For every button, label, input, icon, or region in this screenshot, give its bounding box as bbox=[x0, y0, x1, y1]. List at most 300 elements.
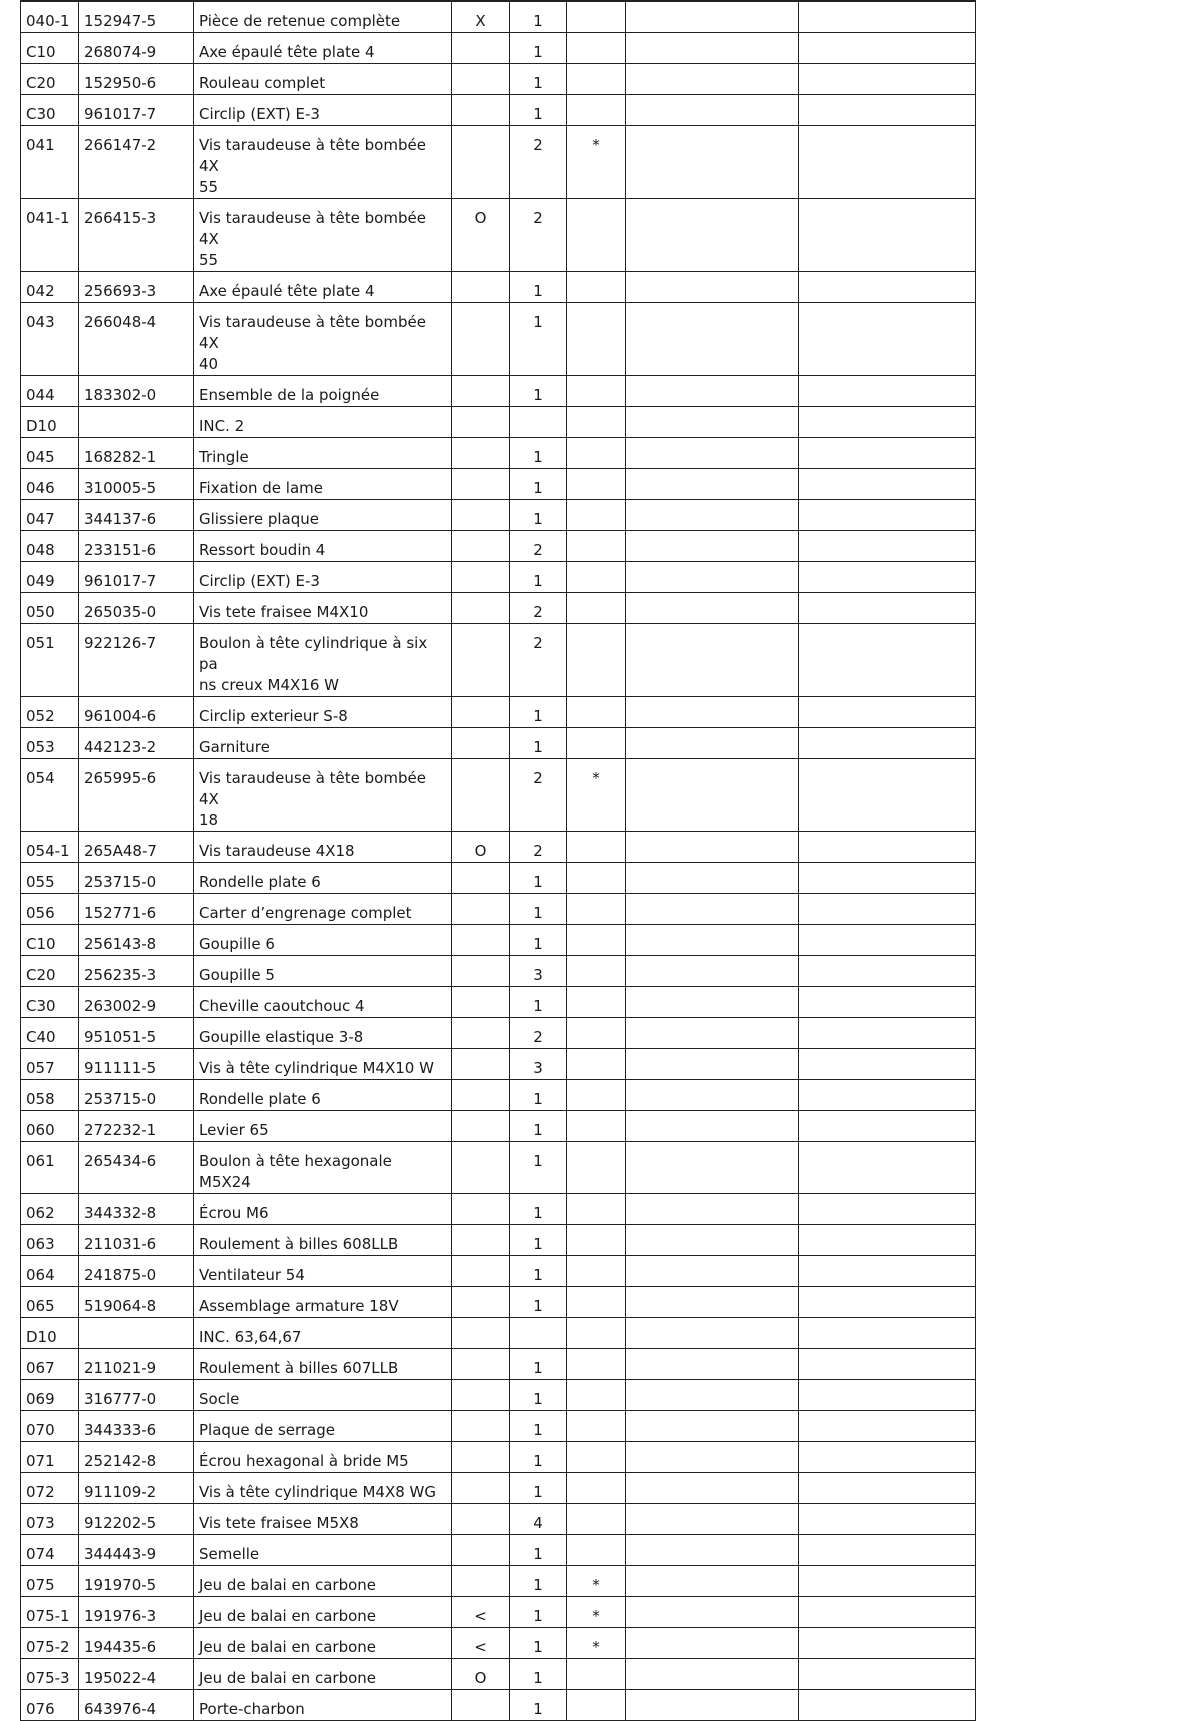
empty-text bbox=[626, 531, 798, 540]
quantity-text: 4 bbox=[533, 1514, 543, 1532]
empty-text bbox=[799, 1318, 975, 1327]
note-cell bbox=[567, 1442, 626, 1473]
marker-text bbox=[452, 438, 509, 447]
quantity-text: 1 bbox=[533, 1576, 543, 1594]
part-number-cell bbox=[79, 832, 194, 863]
empty-text bbox=[626, 1566, 798, 1575]
part-number-text: 256235-3 bbox=[84, 966, 157, 984]
empty-cell bbox=[626, 1628, 799, 1659]
marker-text: < bbox=[474, 1638, 487, 1656]
description-cell bbox=[194, 500, 452, 531]
empty-cell bbox=[799, 1628, 976, 1659]
empty-cell bbox=[799, 1080, 976, 1111]
part-number-text: 265434-6 bbox=[84, 1152, 157, 1170]
quantity-cell bbox=[510, 126, 567, 199]
marker-cell bbox=[452, 728, 510, 759]
item-ref-text: 071 bbox=[26, 1452, 55, 1470]
marker-text bbox=[452, 1049, 509, 1058]
quantity-text bbox=[510, 407, 566, 416]
empty-text bbox=[799, 956, 975, 965]
item-ref-text: 048 bbox=[26, 541, 55, 559]
note-cell bbox=[567, 1349, 626, 1380]
table-row bbox=[21, 199, 976, 272]
description-text: Vis à tête cylindrique M4X8 WG bbox=[199, 1483, 437, 1501]
quantity-text: 1 bbox=[533, 1390, 543, 1408]
description-cell bbox=[194, 697, 452, 728]
empty-text bbox=[799, 1473, 975, 1482]
parts-list-page bbox=[20, 0, 976, 1721]
empty-cell bbox=[799, 1380, 976, 1411]
empty-cell bbox=[799, 1256, 976, 1287]
empty-cell bbox=[799, 1194, 976, 1225]
description-cell bbox=[194, 987, 452, 1018]
table-row bbox=[21, 1442, 976, 1473]
description-text: Circlip (EXT) E-3 bbox=[199, 572, 320, 590]
empty-cell bbox=[799, 1287, 976, 1318]
marker-cell bbox=[452, 1256, 510, 1287]
description-cell bbox=[194, 1318, 452, 1349]
empty-text bbox=[799, 33, 975, 42]
quantity-cell bbox=[510, 531, 567, 562]
note-text bbox=[567, 1535, 625, 1544]
item-ref-cell bbox=[21, 1287, 79, 1318]
item-ref-text: 041-1 bbox=[26, 209, 70, 227]
item-ref-cell bbox=[21, 272, 79, 303]
marker-text bbox=[452, 863, 509, 872]
empty-text bbox=[799, 863, 975, 872]
marker-cell bbox=[452, 1, 510, 33]
part-number-text: 233151-6 bbox=[84, 541, 157, 559]
marker-cell bbox=[452, 987, 510, 1018]
part-number-cell bbox=[79, 894, 194, 925]
item-ref-text: 052 bbox=[26, 707, 55, 725]
marker-text: O bbox=[474, 209, 487, 227]
part-number-cell bbox=[79, 759, 194, 832]
part-number-text: 252142-8 bbox=[84, 1452, 157, 1470]
empty-cell bbox=[799, 624, 976, 697]
part-number-text: 643976-4 bbox=[84, 1700, 157, 1718]
parts-table-body bbox=[21, 1, 976, 1721]
marker-text bbox=[452, 1349, 509, 1358]
marker-cell bbox=[452, 500, 510, 531]
marker-cell bbox=[452, 1225, 510, 1256]
note-cell bbox=[567, 1690, 626, 1721]
note-cell bbox=[567, 33, 626, 64]
part-number-cell bbox=[79, 531, 194, 562]
empty-text bbox=[626, 376, 798, 385]
note-cell bbox=[567, 593, 626, 624]
empty-cell bbox=[626, 303, 799, 376]
note-text bbox=[567, 624, 625, 633]
marker-text bbox=[452, 1142, 509, 1151]
marker-cell bbox=[452, 376, 510, 407]
empty-text bbox=[626, 64, 798, 73]
item-ref-text: 069 bbox=[26, 1390, 55, 1408]
empty-cell bbox=[626, 1256, 799, 1287]
table-row bbox=[21, 894, 976, 925]
empty-text bbox=[626, 272, 798, 281]
part-number-cell bbox=[79, 1411, 194, 1442]
item-ref-cell bbox=[21, 1225, 79, 1256]
table-row bbox=[21, 1318, 976, 1349]
empty-cell bbox=[626, 1349, 799, 1380]
empty-cell bbox=[626, 1225, 799, 1256]
part-number-text: 168282-1 bbox=[84, 448, 157, 466]
marker-cell bbox=[452, 832, 510, 863]
note-cell bbox=[567, 759, 626, 832]
note-cell bbox=[567, 1080, 626, 1111]
table-row bbox=[21, 728, 976, 759]
part-number-text bbox=[79, 1318, 193, 1327]
marker-cell bbox=[452, 1411, 510, 1442]
marker-text bbox=[452, 1504, 509, 1513]
item-ref-cell bbox=[21, 832, 79, 863]
empty-text bbox=[799, 64, 975, 73]
quantity-text: 1 bbox=[533, 1297, 543, 1315]
empty-text bbox=[626, 956, 798, 965]
marker-text bbox=[452, 1225, 509, 1234]
description-text: Semelle bbox=[199, 1545, 260, 1563]
table-row bbox=[21, 987, 976, 1018]
table-row bbox=[21, 1080, 976, 1111]
note-cell bbox=[567, 272, 626, 303]
description-cell bbox=[194, 1690, 452, 1721]
note-text bbox=[567, 1442, 625, 1451]
note-text: * bbox=[592, 1576, 600, 1594]
empty-text bbox=[626, 1318, 798, 1327]
empty-text bbox=[799, 303, 975, 312]
quantity-cell bbox=[510, 1, 567, 33]
empty-cell bbox=[799, 1049, 976, 1080]
item-ref-text: 049 bbox=[26, 572, 55, 590]
marker-cell bbox=[452, 697, 510, 728]
marker-text bbox=[452, 956, 509, 965]
part-number-text: 442123-2 bbox=[84, 738, 157, 756]
empty-text bbox=[799, 126, 975, 135]
table-row bbox=[21, 624, 976, 697]
item-ref-cell bbox=[21, 64, 79, 95]
empty-cell bbox=[799, 407, 976, 438]
table-row bbox=[21, 1690, 976, 1721]
part-number-text: 152947-5 bbox=[84, 12, 157, 30]
marker-cell bbox=[452, 531, 510, 562]
note-text bbox=[567, 956, 625, 965]
part-number-text: 152771-6 bbox=[84, 904, 157, 922]
quantity-text: 1 bbox=[533, 12, 543, 30]
empty-text bbox=[626, 1659, 798, 1668]
description-text: Levier 65 bbox=[199, 1121, 269, 1139]
note-text bbox=[567, 987, 625, 996]
item-ref-text: D10 bbox=[26, 417, 57, 435]
marker-cell bbox=[452, 1535, 510, 1566]
empty-text bbox=[626, 863, 798, 872]
table-row bbox=[21, 1256, 976, 1287]
marker-cell bbox=[452, 33, 510, 64]
part-number-text: 344332-8 bbox=[84, 1204, 157, 1222]
empty-text bbox=[799, 469, 975, 478]
empty-text bbox=[799, 1628, 975, 1637]
note-cell bbox=[567, 1318, 626, 1349]
part-number-cell bbox=[79, 1049, 194, 1080]
empty-cell bbox=[799, 728, 976, 759]
description-text: Boulon à tête cylindrique à six pa ns creux M4X16 W bbox=[199, 634, 428, 694]
description-text: Assemblage armature 18V bbox=[199, 1297, 399, 1315]
note-cell bbox=[567, 1504, 626, 1535]
marker-text bbox=[452, 1256, 509, 1265]
marker-text bbox=[452, 925, 509, 934]
empty-text bbox=[799, 531, 975, 540]
part-number-text: 194435-6 bbox=[84, 1638, 157, 1656]
item-ref-text: C20 bbox=[26, 966, 56, 984]
item-ref-text: 051 bbox=[26, 634, 55, 652]
description-cell bbox=[194, 562, 452, 593]
empty-text bbox=[626, 2, 798, 11]
empty-cell bbox=[626, 407, 799, 438]
note-text bbox=[567, 1049, 625, 1058]
empty-cell bbox=[626, 1504, 799, 1535]
empty-cell bbox=[799, 956, 976, 987]
description-cell bbox=[194, 1194, 452, 1225]
note-cell bbox=[567, 1, 626, 33]
quantity-cell bbox=[510, 1080, 567, 1111]
quantity-text: 3 bbox=[533, 966, 543, 984]
description-text: Vis taraudeuse à tête bombée 4X 40 bbox=[199, 313, 426, 373]
item-ref-text: 058 bbox=[26, 1090, 55, 1108]
description-cell bbox=[194, 759, 452, 832]
item-ref-cell bbox=[21, 562, 79, 593]
note-cell bbox=[567, 1473, 626, 1504]
marker-cell bbox=[452, 1142, 510, 1194]
item-ref-text: 050 bbox=[26, 603, 55, 621]
empty-text bbox=[626, 925, 798, 934]
empty-cell bbox=[799, 500, 976, 531]
empty-text bbox=[799, 1504, 975, 1513]
empty-cell bbox=[626, 863, 799, 894]
item-ref-text: 075-3 bbox=[26, 1669, 70, 1687]
table-row bbox=[21, 469, 976, 500]
quantity-cell bbox=[510, 1142, 567, 1194]
part-number-cell bbox=[79, 1597, 194, 1628]
item-ref-text: 061 bbox=[26, 1152, 55, 1170]
description-cell bbox=[194, 1504, 452, 1535]
note-text bbox=[567, 894, 625, 903]
empty-text bbox=[626, 1111, 798, 1120]
item-ref-cell bbox=[21, 1473, 79, 1504]
part-number-cell bbox=[79, 1473, 194, 1504]
empty-text bbox=[799, 1111, 975, 1120]
empty-cell bbox=[799, 925, 976, 956]
description-cell bbox=[194, 894, 452, 925]
table-row bbox=[21, 500, 976, 531]
empty-text bbox=[799, 95, 975, 104]
item-ref-cell bbox=[21, 531, 79, 562]
marker-text bbox=[452, 624, 509, 633]
description-text: Goupille 6 bbox=[199, 935, 275, 953]
part-number-cell bbox=[79, 1690, 194, 1721]
table-row bbox=[21, 925, 976, 956]
quantity-cell bbox=[510, 1225, 567, 1256]
description-text: Vis tete fraisee M4X10 bbox=[199, 603, 369, 621]
quantity-cell bbox=[510, 1411, 567, 1442]
table-row bbox=[21, 1411, 976, 1442]
empty-text bbox=[626, 438, 798, 447]
part-number-text: 256143-8 bbox=[84, 935, 157, 953]
part-number-cell bbox=[79, 33, 194, 64]
description-text: Socle bbox=[199, 1390, 240, 1408]
description-text: Rondelle plate 6 bbox=[199, 873, 321, 891]
description-cell bbox=[194, 1597, 452, 1628]
table-row bbox=[21, 531, 976, 562]
description-cell bbox=[194, 199, 452, 272]
part-number-cell bbox=[79, 1194, 194, 1225]
quantity-cell bbox=[510, 832, 567, 863]
note-cell bbox=[567, 407, 626, 438]
part-number-text: 266415-3 bbox=[84, 209, 157, 227]
table-row bbox=[21, 1659, 976, 1690]
note-text bbox=[567, 697, 625, 706]
marker-cell bbox=[452, 1628, 510, 1659]
marker-text bbox=[452, 531, 509, 540]
description-cell bbox=[194, 531, 452, 562]
note-text: * bbox=[592, 1607, 600, 1625]
marker-cell bbox=[452, 1349, 510, 1380]
empty-text bbox=[799, 1194, 975, 1203]
item-ref-text: 047 bbox=[26, 510, 55, 528]
quantity-cell bbox=[510, 728, 567, 759]
marker-cell bbox=[452, 1080, 510, 1111]
note-cell bbox=[567, 1535, 626, 1566]
empty-text bbox=[799, 1566, 975, 1575]
empty-cell bbox=[799, 1, 976, 33]
part-number-text: 519064-8 bbox=[84, 1297, 157, 1315]
empty-cell bbox=[626, 95, 799, 126]
marker-text bbox=[452, 1018, 509, 1027]
quantity-cell bbox=[510, 64, 567, 95]
quantity-text: 1 bbox=[533, 74, 543, 92]
empty-text bbox=[626, 1142, 798, 1151]
empty-text bbox=[626, 126, 798, 135]
empty-text bbox=[799, 1049, 975, 1058]
part-number-text: 310005-5 bbox=[84, 479, 157, 497]
quantity-text: 1 bbox=[533, 448, 543, 466]
empty-cell bbox=[799, 376, 976, 407]
description-cell bbox=[194, 1080, 452, 1111]
empty-text bbox=[626, 33, 798, 42]
item-ref-text: 045 bbox=[26, 448, 55, 466]
part-number-text: 183302-0 bbox=[84, 386, 157, 404]
quantity-cell bbox=[510, 469, 567, 500]
empty-cell bbox=[799, 1142, 976, 1194]
part-number-cell bbox=[79, 728, 194, 759]
marker-text bbox=[452, 1473, 509, 1482]
marker-cell bbox=[452, 64, 510, 95]
empty-cell bbox=[626, 1111, 799, 1142]
description-text: Jeu de balai en carbone bbox=[199, 1638, 376, 1656]
table-row bbox=[21, 303, 976, 376]
description-text: Vis tete fraisee M5X8 bbox=[199, 1514, 359, 1532]
marker-cell bbox=[452, 126, 510, 199]
quantity-text: 2 bbox=[533, 136, 543, 154]
empty-text bbox=[799, 562, 975, 571]
empty-cell bbox=[626, 1411, 799, 1442]
empty-text bbox=[626, 562, 798, 571]
empty-text bbox=[799, 1287, 975, 1296]
empty-cell bbox=[626, 469, 799, 500]
description-cell bbox=[194, 95, 452, 126]
quantity-cell bbox=[510, 1287, 567, 1318]
quantity-cell bbox=[510, 562, 567, 593]
description-text: Plaque de serrage bbox=[199, 1421, 336, 1439]
part-number-cell bbox=[79, 925, 194, 956]
empty-cell bbox=[799, 1659, 976, 1690]
marker-cell bbox=[452, 1111, 510, 1142]
description-text: Axe épaulé tête plate 4 bbox=[199, 43, 375, 61]
note-cell bbox=[567, 500, 626, 531]
empty-cell bbox=[799, 832, 976, 863]
description-text: Ventilateur 54 bbox=[199, 1266, 305, 1284]
table-row bbox=[21, 697, 976, 728]
description-text: Jeu de balai en carbone bbox=[199, 1607, 376, 1625]
part-number-text: 961017-7 bbox=[84, 105, 157, 123]
marker-text bbox=[452, 64, 509, 73]
item-ref-cell bbox=[21, 894, 79, 925]
empty-cell bbox=[799, 1349, 976, 1380]
part-number-cell bbox=[79, 95, 194, 126]
part-number-cell bbox=[79, 1504, 194, 1535]
empty-cell bbox=[799, 438, 976, 469]
item-ref-text: C30 bbox=[26, 105, 56, 123]
empty-text bbox=[626, 1194, 798, 1203]
note-cell bbox=[567, 1225, 626, 1256]
empty-cell bbox=[626, 1597, 799, 1628]
note-text bbox=[567, 376, 625, 385]
table-row bbox=[21, 1349, 976, 1380]
quantity-text: 1 bbox=[533, 1607, 543, 1625]
empty-text bbox=[626, 624, 798, 633]
description-text: Vis à tête cylindrique M4X10 W bbox=[199, 1059, 434, 1077]
quantity-cell bbox=[510, 1442, 567, 1473]
note-text bbox=[567, 1194, 625, 1203]
empty-cell bbox=[626, 1380, 799, 1411]
note-text bbox=[567, 1504, 625, 1513]
empty-cell bbox=[626, 1473, 799, 1504]
item-ref-cell bbox=[21, 956, 79, 987]
empty-text bbox=[626, 303, 798, 312]
empty-text bbox=[626, 1504, 798, 1513]
part-number-cell bbox=[79, 272, 194, 303]
note-text bbox=[567, 593, 625, 602]
description-cell bbox=[194, 1049, 452, 1080]
empty-text bbox=[626, 894, 798, 903]
note-text bbox=[567, 64, 625, 73]
item-ref-cell bbox=[21, 1080, 79, 1111]
description-cell bbox=[194, 832, 452, 863]
empty-text bbox=[799, 759, 975, 768]
part-number-text: 344333-6 bbox=[84, 1421, 157, 1439]
table-row bbox=[21, 1380, 976, 1411]
item-ref-cell bbox=[21, 1256, 79, 1287]
item-ref-cell bbox=[21, 303, 79, 376]
item-ref-text: 060 bbox=[26, 1121, 55, 1139]
marker-text bbox=[452, 562, 509, 571]
part-number-text: 191970-5 bbox=[84, 1576, 157, 1594]
item-ref-text: C30 bbox=[26, 997, 56, 1015]
table-row bbox=[21, 1566, 976, 1597]
note-cell bbox=[567, 1566, 626, 1597]
quantity-text: 1 bbox=[533, 510, 543, 528]
note-text bbox=[567, 925, 625, 934]
item-ref-text: 064 bbox=[26, 1266, 55, 1284]
